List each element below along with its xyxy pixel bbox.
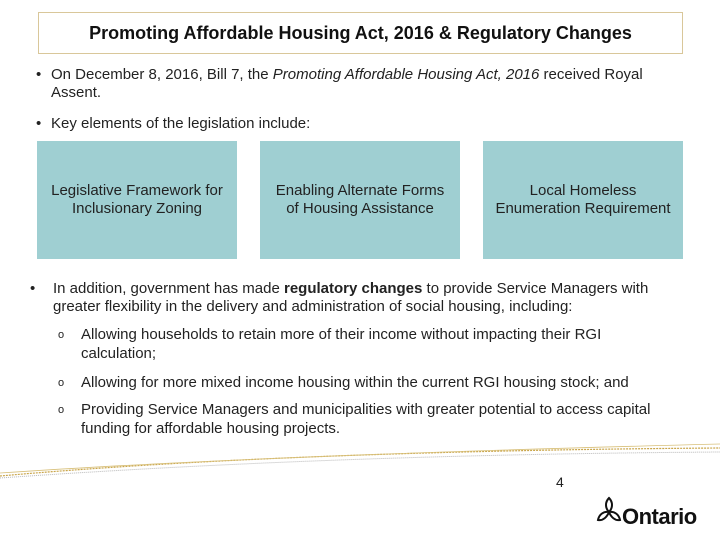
sub-item xyxy=(58,400,678,438)
sub-item-text: Allowing households to retain more of their income without impacting their RGI calculation; xyxy=(81,326,602,362)
bold-phrase: regulatory changes xyxy=(283,280,423,297)
bullet-marker: • xyxy=(30,280,36,297)
page-number: 4 xyxy=(556,474,564,490)
sub-item xyxy=(58,325,678,363)
act-name: Promoting Affordable Housing Act, 2016 xyxy=(272,66,540,83)
element-box-housing-assistance: Enabling Alternate Forms of Housing Assistance xyxy=(260,141,460,259)
bullet-text-end: received Royal Assent. xyxy=(51,66,643,101)
ontario-logo xyxy=(594,494,704,534)
decorative-wave-lines xyxy=(0,440,720,480)
sub-item-marker: o xyxy=(58,329,65,341)
bullet-regulatory-changes xyxy=(30,280,680,316)
bullet-text xyxy=(30,280,680,316)
slide-title: Promoting Affordable Housing Act, 2016 & Regulatory Changes xyxy=(38,12,683,54)
bullet-text: Key elements of the legislation include: xyxy=(51,115,311,132)
sub-item xyxy=(58,373,678,392)
element-box-inclusionary-zoning: Legislative Framework for Inclusionary Zoning xyxy=(37,141,237,259)
sub-item-text: Providing Service Managers and municipalities with greater potential to access capital funding for affordable housing projects. xyxy=(81,401,651,437)
element-box-homeless-enumeration: Local Homeless Enumeration Requirement xyxy=(483,141,683,259)
bullet-marker: • xyxy=(36,115,42,132)
logo-wordmark: Ontario xyxy=(622,504,697,529)
bullet-key-elements xyxy=(36,115,676,133)
bullet-text-start: In addition, government has made xyxy=(53,280,284,297)
sub-item-marker: o xyxy=(58,404,65,416)
bullet-royal-assent xyxy=(36,66,676,102)
bullet-text-end: to provide Service Managers with greater flexibility in the delivery and administration of social housing, including: xyxy=(53,280,649,315)
bullet-text-start: On December 8, 2016, Bill 7, the xyxy=(51,66,273,83)
bullet-text xyxy=(36,66,676,102)
bullet-marker: • xyxy=(36,66,42,83)
sub-item-text: Allowing for more mixed income housing within the current RGI housing stock; and xyxy=(81,374,629,391)
trillium-icon xyxy=(594,494,624,530)
sub-item-marker: o xyxy=(58,377,65,389)
